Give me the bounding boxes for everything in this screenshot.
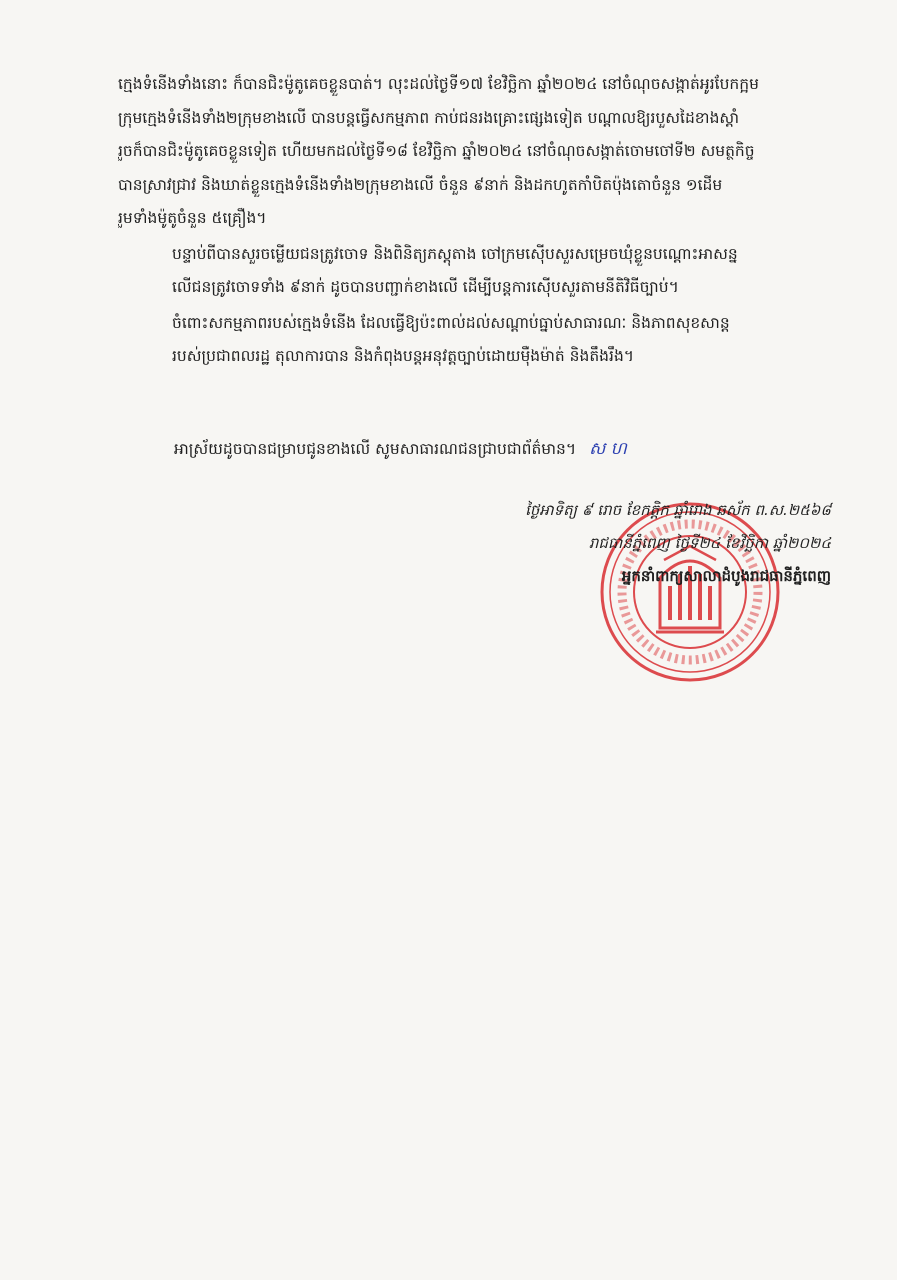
closing-text: អាស្រ័យដូចបានជម្រាបជូនខាងលើ សូមសាធារណជនជ្រាបជាព័ត៌មាន។ <box>174 440 577 458</box>
text-line: រួចក៏បានជិះម៉ូតូគេចខ្លួនទៀត ហើយមកដល់ថ្ងៃទី១៨ ខែវិច្ឆិកា ឆ្នាំ២០២៤ នៅចំណុចសង្កាត់ចោមចៅទី២ សមត្ថកិច្ច <box>118 142 755 160</box>
document-body <box>118 68 830 374</box>
date-lunar: ថ្ងៃអាទិត្យ ៩ រោច ខែកត្តិក ឆ្នាំរោង ឆស័ក ព.ស.២៥៦៨ <box>525 501 831 519</box>
text-line: របស់ប្រជាពលរដ្ឋ តុលាការបាន និងកំពុងបន្តអនុវត្តច្បាប់ដោយម៉ឺងម៉ាត់ និងតឹងរឹង។ <box>172 347 634 365</box>
paragraph-1 <box>118 68 830 236</box>
paragraph-2 <box>118 238 830 305</box>
date-solar: រាជធានីភ្នំពេញ ថ្ងៃទី២៤ ខែវិច្ឆិកា ឆ្នាំ២០២៤ <box>588 534 831 552</box>
text-line: ចំពោះសកម្មភាពរបស់ក្មេងទំនើង ដែលធ្វើឱ្យប៉ះពាល់ដល់សណ្តាប់ធ្នាប់សាធារណៈ និងភាពសុខសាន្ត <box>172 313 730 332</box>
text-line: បានស្រាវជ្រាវ និងឃាត់ខ្លួនក្មេងទំនើងទាំង២ក្រុមខាងលើ ចំនួន ៩នាក់ និងដកហូតកាំបិតប៉ុងតោចំនួន ១ដើម <box>118 175 723 194</box>
signature-block <box>525 494 831 593</box>
signatory-title: អ្នកនាំពាក្យសាលាដំបូងរាជធានីភ្នំពេញ <box>621 567 831 585</box>
text-line: រួមទាំងម៉ូតូចំនួន ៥គ្រឿង។ <box>118 209 267 227</box>
text-line: បន្ទាប់ពីបានសួរចម្លើយជនត្រូវចោទ និងពិនិត្យភស្តុតាង ចៅក្រមស៊ើបសួរសម្រេចឃុំខ្លួនបណ្តោះអាសន្ន <box>172 244 738 263</box>
text-line: ក្មេងទំនើងទាំងនោះ ក៏បានជិះម៉ូតូគេចខ្លួនបាត់។ លុះដល់ថ្ងៃទី១៧ ខែវិច្ឆិកា ឆ្នាំ២០២៤ នៅចំណុចសង្កាត់អូរបែកក្អម <box>118 75 759 93</box>
paragraph-3 <box>118 307 830 374</box>
handwritten-initials: ស ហ <box>589 439 627 459</box>
text-line: ក្រុមក្មេងទំនើងទាំង២ក្រុមខាងលើ បានបន្តធ្វើសកម្មភាព កាប់ជនរងគ្រោះផ្សេងទៀត បណ្តាលឱ្យរបួសដៃខាងស្តាំ <box>118 108 740 127</box>
text-line: លើជនត្រូវចោទទាំង ៩នាក់ ដូចបានបញ្ជាក់ខាងលើ ដើម្បីបន្តការស៊ើបសួរតាមនីតិវិធីច្បាប់។ <box>172 278 679 296</box>
closing-line <box>174 438 627 463</box>
